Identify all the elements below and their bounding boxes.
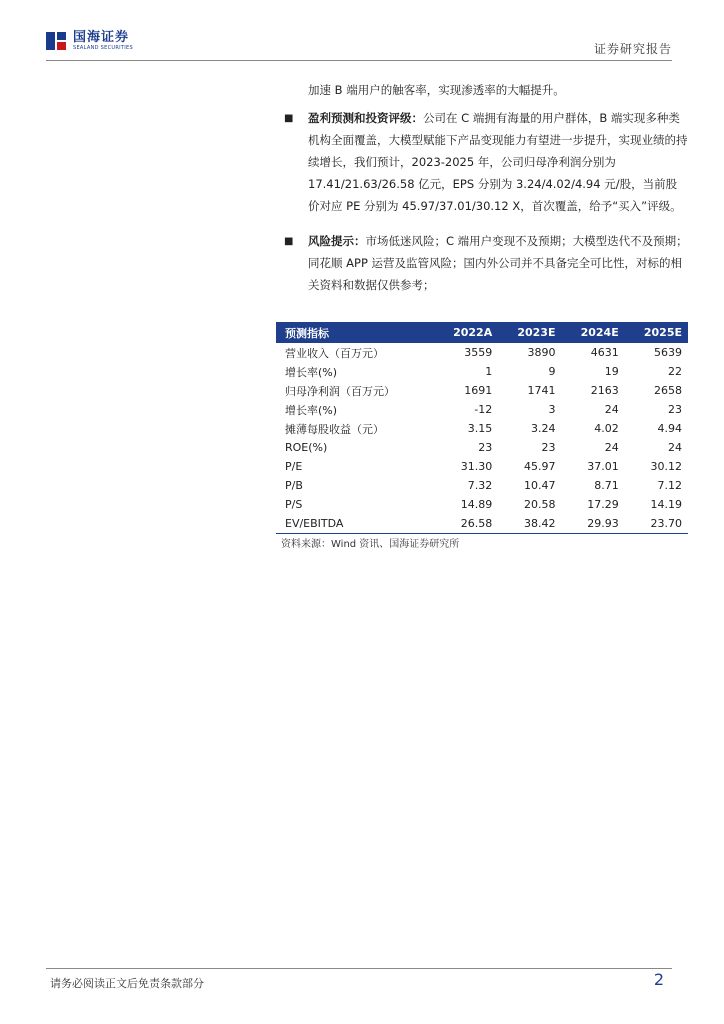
table-cell: 1691 [464, 384, 493, 397]
table-cell: 23 [668, 403, 682, 416]
company-logo [46, 30, 133, 52]
table-cell: 30.12 [650, 460, 682, 473]
table-row [276, 362, 688, 381]
table-source-note: 资料来源：Wind 资讯、国海证券研究所 [281, 539, 460, 550]
table-row [276, 514, 688, 534]
logo-name-cn: 国海证券 [73, 30, 130, 45]
forecast-table [276, 322, 688, 534]
table-row [276, 343, 688, 362]
table-cell: 4631 [590, 346, 619, 359]
table-cell: 23 [478, 441, 493, 454]
table-cell: 29.93 [561, 514, 624, 534]
table-cell: 23.70 [625, 514, 688, 534]
table-row-label: 营业收入（百万元） [285, 346, 384, 360]
table-header-row [276, 322, 688, 343]
table-row-label: P/B [285, 479, 303, 492]
table-row-label: P/E [285, 460, 303, 473]
table-header-cell: 2025E [625, 322, 688, 343]
logo-name-en: SEALAND SECURITIES [73, 45, 133, 51]
table-cell: 1 [485, 365, 493, 378]
table-cell: 24 [604, 441, 619, 454]
table-cell: 14.89 [460, 498, 493, 511]
table-row-label: 增长率(%) [285, 403, 338, 417]
table-cell: 3.24 [530, 422, 556, 435]
table-cell: 20.58 [523, 498, 556, 511]
table-row-label: 摊薄每股收益（元） [285, 422, 384, 436]
table-cell: 38.42 [498, 514, 561, 534]
footer-disclaimer: 请务必阅读正文后免责条款部分 [50, 977, 204, 990]
table-row [276, 476, 688, 495]
table-cell: 10.47 [523, 479, 556, 492]
table-cell: 45.97 [523, 460, 556, 473]
footer-divider [46, 968, 672, 969]
header-divider [46, 60, 672, 61]
table-cell: 3890 [527, 346, 556, 359]
table-cell: 3.15 [467, 422, 493, 435]
table-cell: 4.02 [594, 422, 619, 435]
logo-icon [46, 30, 68, 52]
table-row [276, 438, 688, 457]
bullet-square-icon: ■ [284, 236, 294, 247]
table-row [276, 400, 688, 419]
report-type-label: 证券研究报告 [593, 42, 672, 56]
table-cell: 5639 [654, 346, 682, 359]
paragraph-continuation: 加速 B 端用户的触客率，实现渗透率的大幅提升。 [308, 83, 565, 97]
table-cell: 8.71 [594, 479, 619, 492]
table-cell: 3559 [464, 346, 493, 359]
table-row-label: EV/EBITDA [276, 514, 434, 534]
table-row [276, 419, 688, 438]
table-cell: 2163 [590, 384, 619, 397]
table-cell: 9 [548, 365, 556, 378]
table-row [276, 457, 688, 476]
table-cell: 23 [541, 441, 556, 454]
table-row-label: P/S [285, 498, 303, 511]
paragraph-risk-text: 市场低迷风险；C 端用户变现不及预期；大模型迭代不及预期；同花顺 APP 运营及监管风险；国内外公司并不具备完全可比性，对标的相关资料和数据仅供参考； [308, 234, 688, 292]
table-cell: 26.58 [434, 514, 499, 534]
table-cell: 2658 [654, 384, 682, 397]
table-cell: 7.12 [657, 479, 682, 492]
paragraph-risk-title: 风险提示： [308, 234, 366, 248]
table-header-cell: 2022A [434, 322, 499, 343]
table-row-label: 增长率(%) [285, 365, 338, 379]
table-row [276, 495, 688, 514]
bullet-square-icon: ■ [284, 113, 294, 124]
page-number: 2 [653, 970, 664, 989]
paragraph-forecast-text: 公司在 C 端拥有海量的用户群体，B 端实现多种类机构全面覆盖，大模型赋能下产品变现能力有望进一步提升，实现业绩的持续增长，我们预计，2023-2025 年，公司归母净利润分别为 17.41/21.63/26.58 亿元，EPS 分别为 3.24/4.02/4.94 元/股，当前股价对应 PE 分别为 45.97/37.01/30.12 X，首次覆盖，给予“买入”评级。 [308, 111, 688, 213]
table-header-cell: 2023E [498, 322, 561, 343]
table-cell: 24 [668, 441, 682, 454]
table-cell: 1741 [527, 384, 556, 397]
table-row [276, 381, 688, 400]
table-cell: 7.32 [467, 479, 493, 492]
table-row-label: 归母净利润（百万元） [285, 384, 395, 398]
table-cell: 14.19 [650, 498, 682, 511]
table-cell: 22 [668, 365, 682, 378]
table-cell: 31.30 [460, 460, 493, 473]
table-cell: 19 [604, 365, 619, 378]
paragraph-risk [308, 230, 688, 296]
table-cell: 3 [548, 403, 556, 416]
table-cell: 24 [604, 403, 619, 416]
table-cell: 37.01 [587, 460, 619, 473]
table-cell: 4.94 [657, 422, 682, 435]
paragraph-forecast [308, 107, 688, 217]
paragraph-forecast-title: 盈利预测和投资评级： [308, 111, 423, 125]
table-header-cell: 预测指标 [276, 322, 434, 343]
table-row-label: ROE(%) [285, 441, 328, 454]
table-cell: 17.29 [587, 498, 619, 511]
table-header-cell: 2024E [561, 322, 624, 343]
table-cell: -12 [474, 403, 493, 416]
